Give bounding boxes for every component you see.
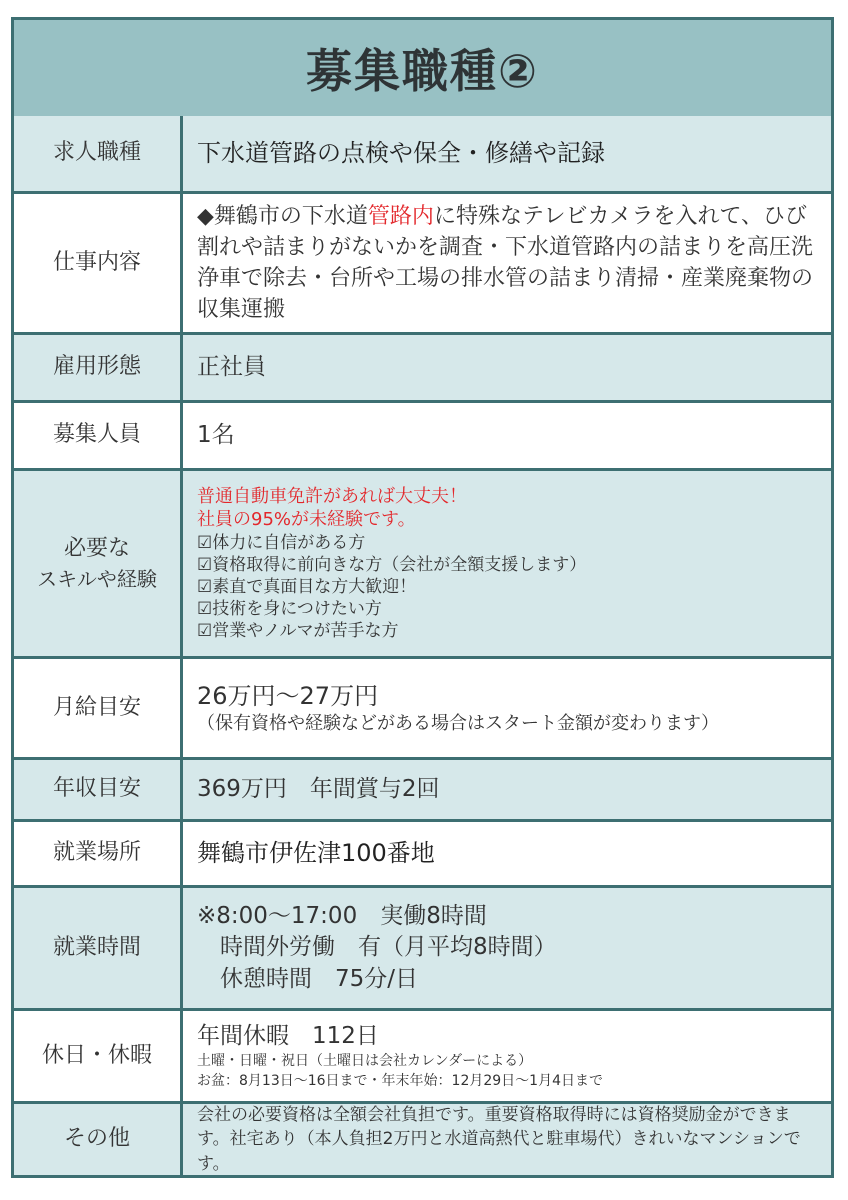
skills-label-line1: 必要な [63, 536, 130, 562]
holidays-seasonal: お盆：8月13日～16日まで・年末年始：12月29日～1月4日まで [197, 1072, 603, 1089]
hours-line: 休憩時間 75分/日 [197, 965, 419, 992]
row-value: 正社員 [197, 353, 266, 380]
holidays-annual: 年間休暇 112日 [197, 1022, 379, 1049]
row-label: 雇用形態 [14, 335, 183, 400]
row-employment [14, 335, 831, 403]
row-job-content [14, 194, 831, 335]
row-label: 就業場所 [14, 822, 183, 885]
row-location [14, 822, 831, 888]
row-headcount [14, 403, 831, 471]
job-content-part2: に特殊なテレビカメラを入れて、ひび割れや詰まりがないかを調査・下水道管路内の詰まりを高圧洗浄車で除去・台所や工場の排水管の詰まり清掃・産業廃棄物の収集運搬 [197, 203, 814, 323]
skills-item: ☑営業やノルマが苦手な方 [197, 621, 399, 642]
row-value: 369万円 年間賞与2回 [197, 775, 440, 802]
page-title: 募集職種② [14, 20, 831, 119]
row-hours [14, 888, 831, 1011]
row-label: 仕事内容 [14, 194, 183, 332]
row-other [14, 1104, 831, 1175]
row-value [183, 659, 831, 757]
row-value [183, 194, 831, 332]
row-value: 会社の必要資格は全額会社負担です。重要資格取得時には資格奨励金ができます。社宅あり（本人負担2万円と水道高熱代と駐車場代）きれいなマンションです。 [197, 1104, 801, 1174]
row-label: 募集人員 [14, 403, 183, 468]
row-label [14, 471, 183, 656]
skills-item: ☑技術を身につけたい方 [197, 598, 382, 619]
skills-item: ☑体力に自信がある方 [197, 532, 366, 553]
row-value [183, 888, 831, 1008]
skills-item: ☑素直で真面目な方大歓迎！ [197, 576, 417, 597]
row-annual-income [14, 760, 831, 822]
hours-line: ※8:00～17:00 実働8時間 [197, 903, 487, 930]
row-label: 休日・休暇 [14, 1011, 183, 1101]
job-content-highlight: 管路内 [367, 203, 434, 229]
row-label: 年収目安 [14, 760, 183, 819]
row-label: その他 [14, 1104, 183, 1175]
skills-item: ☑資格取得に前向きな方（会社が全額支援します） [197, 554, 587, 575]
job-content-part1: ◆舞鶴市の下水道 [197, 203, 368, 229]
salary-amount: 26万円～27万円 [197, 681, 379, 710]
row-job-type [14, 116, 831, 194]
skills-highlight-2: 社員の95%が未経験です。 [197, 509, 416, 531]
skills-highlight-1: 普通自動車免許があれば大丈夫！ [197, 485, 467, 507]
row-label: 月給目安 [14, 659, 183, 757]
row-value [183, 471, 831, 656]
job-table [11, 17, 834, 1178]
row-monthly-salary [14, 659, 831, 760]
row-value [183, 1011, 831, 1101]
row-value: 舞鶴市伊佐津100番地 [197, 839, 435, 868]
row-label: 求人職種 [14, 116, 183, 191]
salary-note: （保有資格や経験などがある場合はスタート金額が変わります） [197, 713, 719, 735]
row-label: 就業時間 [14, 888, 183, 1008]
row-value: 1名 [197, 421, 235, 448]
row-skills [14, 471, 831, 659]
holidays-weekly: 土曜・日曜・祝日（土曜日は会社カレンダーによる） [197, 1052, 533, 1069]
row-value: 下水道管路の点検や保全・修繕や記録 [197, 139, 605, 168]
job-content-text [197, 201, 817, 326]
hours-line: 時間外労働 有（月平均8時間） [197, 934, 557, 961]
row-holidays [14, 1011, 831, 1104]
skills-label-line2: スキルや経験 [37, 566, 157, 591]
